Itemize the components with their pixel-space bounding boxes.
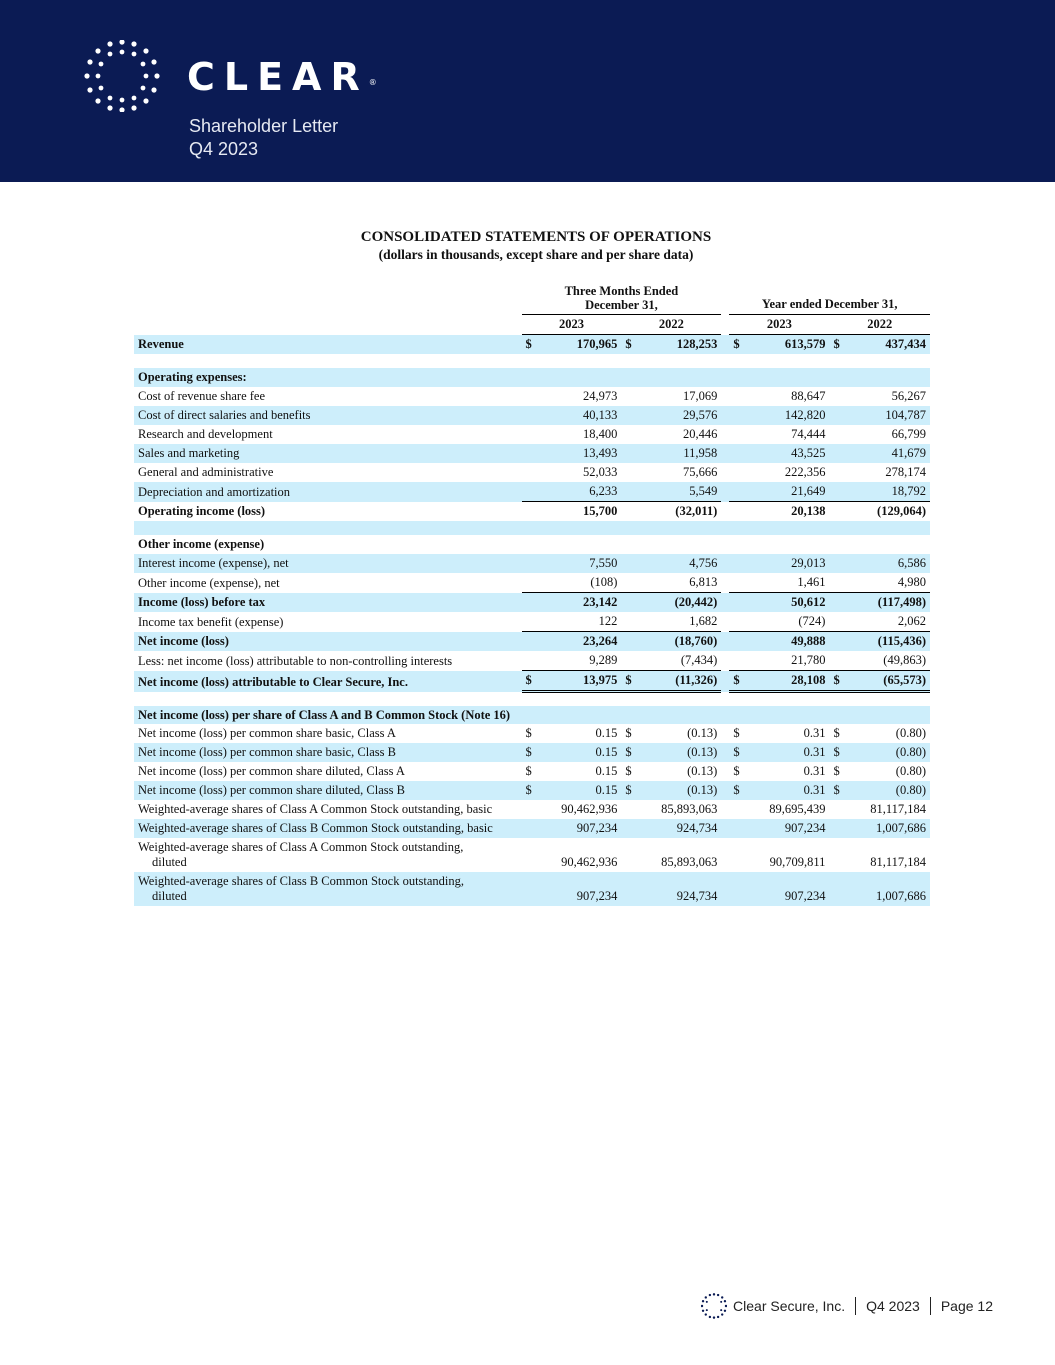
cell-value: (0.80): [895, 763, 926, 778]
cell-value: (0.13): [687, 725, 718, 740]
row-label: Revenue: [134, 335, 522, 355]
row-label-line1: Weighted-average shares of Class A Common Stock outstanding,: [138, 839, 464, 854]
cell-value: (724): [798, 614, 826, 628]
report-subtitle: [189, 115, 338, 161]
cell-value: 13,975: [537, 671, 621, 692]
currency-symbol: $: [625, 725, 632, 740]
row-label-line2: diluted: [152, 888, 187, 903]
currency-symbol: $: [525, 763, 532, 778]
cell-value: (11,326): [637, 671, 721, 692]
currency-symbol: $: [833, 763, 840, 778]
currency-symbol: $: [625, 763, 632, 778]
cell-value: 21,780: [791, 653, 826, 667]
currency-symbol: $: [733, 763, 740, 778]
cell-value: (0.80): [845, 781, 930, 800]
row-label: Other income (expense), net: [138, 575, 280, 590]
cell-value: 6,813: [689, 575, 718, 589]
cell-value: (0.80): [845, 743, 930, 762]
cell-value: 0.31: [745, 781, 829, 800]
cell-value: 81,117,184: [870, 801, 926, 816]
cell-value: (0.13): [637, 743, 721, 762]
table-row: [134, 800, 930, 819]
row-label: Cost of revenue share fee: [138, 389, 266, 403]
cell-value: 0.31: [803, 763, 826, 778]
row-label: Weighted-average shares of Class B Common Stock outstanding, basic: [134, 819, 522, 838]
table-row: [134, 743, 930, 762]
cell-value: 437,434: [845, 335, 930, 355]
currency-symbol: $: [522, 743, 538, 762]
cell-value: 907,234: [522, 872, 622, 906]
currency-symbol: $: [829, 671, 845, 692]
cell-value: 85,893,063: [661, 801, 718, 816]
row-label: Cost of direct salaries and benefits: [134, 406, 522, 425]
cell-value: 907,234: [729, 819, 829, 838]
row-label: Net income (loss) per share of Class A and B Common Stock (Note 16): [134, 706, 522, 724]
cell-value: 74,444: [791, 427, 826, 441]
currency-symbol: $: [729, 335, 745, 355]
cell-value: (18,760): [637, 632, 721, 652]
table-row: [134, 651, 930, 671]
currency-symbol: $: [829, 781, 845, 800]
cell-value: (108): [590, 575, 618, 589]
table-row: [134, 872, 930, 906]
cell-value: 0.15: [595, 763, 618, 778]
cell-value: (32,011): [637, 502, 721, 522]
table-row: [134, 425, 930, 444]
spacer-row: [134, 692, 930, 706]
cell-value: 40,133: [537, 406, 621, 425]
cell-value: 24,973: [583, 389, 618, 403]
table-row: [134, 612, 930, 632]
cell-value: 0.15: [595, 725, 618, 740]
cell-value: 924,734: [621, 872, 721, 906]
footer-divider: [855, 1297, 856, 1315]
year-header: 2022: [829, 315, 930, 335]
cell-value: 1,007,686: [829, 819, 930, 838]
cell-value: 2,062: [897, 614, 926, 628]
currency-symbol: $: [829, 743, 845, 762]
currency-symbol: $: [621, 671, 637, 692]
cell-value: 17,069: [682, 389, 718, 403]
page-header-banner: [0, 0, 1055, 182]
currency-symbol: $: [621, 335, 637, 355]
currency-symbol: $: [729, 671, 745, 692]
cell-value: 49,888: [745, 632, 829, 652]
operations-table: [134, 284, 930, 906]
cell-value: 11,958: [637, 444, 721, 463]
period-header-row: [134, 284, 930, 315]
currency-symbol: $: [729, 781, 745, 800]
table-row: [134, 781, 930, 800]
cell-value: 907,234: [522, 819, 622, 838]
cell-value: (115,436): [845, 632, 930, 652]
cell-value: 41,679: [845, 444, 930, 463]
cell-value: 90,462,936: [561, 854, 618, 869]
footer-page-number: Page 12: [940, 1298, 993, 1314]
row-label: Income (loss) before tax: [134, 593, 522, 613]
table-row: [134, 387, 930, 406]
row-label: Income tax benefit (expense): [138, 614, 284, 629]
cell-value: 90,462,936: [561, 801, 618, 816]
row-label: Research and development: [138, 427, 273, 441]
table-row: [134, 406, 930, 425]
cell-value: 15,700: [537, 502, 621, 522]
three-months-header-line2: December 31,: [585, 298, 658, 312]
statement-title: CONSOLIDATED STATEMENTS OF OPERATIONS: [360, 229, 712, 245]
year-header-row: [134, 315, 930, 335]
section-header-operating-expenses: [134, 368, 930, 387]
statement-title-block: [0, 228, 1055, 264]
cell-value: 222,356: [784, 465, 826, 479]
footer-quarter: Q4 2023: [866, 1298, 920, 1314]
footer-company: Clear Secure, Inc.: [733, 1298, 846, 1314]
cell-value: 5,549: [637, 482, 721, 502]
row-label: Net income (loss): [134, 632, 522, 652]
currency-symbol: $: [833, 725, 840, 740]
row-label: General and administrative: [138, 465, 274, 479]
report-period: Q4 2023: [189, 139, 259, 159]
table-row: [134, 554, 930, 573]
table-row-operating-income: [134, 502, 930, 522]
cell-value: 170,965: [537, 335, 621, 355]
cell-value: 6,586: [845, 554, 930, 573]
cell-value: 122: [598, 614, 618, 628]
cell-value: 56,267: [891, 389, 926, 403]
row-label: Operating income (loss): [138, 504, 266, 518]
cell-value: 75,666: [682, 465, 718, 479]
row-label: Less: net income (loss) attributable to non-controlling interests: [138, 653, 453, 668]
table-row: [134, 444, 930, 463]
page-footer: [701, 1293, 993, 1319]
row-label: Operating expenses:: [134, 368, 930, 387]
table-row: [134, 819, 930, 838]
currency-symbol: $: [729, 743, 745, 762]
currency-symbol: $: [522, 781, 538, 800]
row-label: Depreciation and amortization: [134, 482, 522, 502]
row-label: Interest income (expense), net: [134, 554, 522, 573]
table-row: [134, 838, 930, 872]
cell-value: 0.31: [745, 743, 829, 762]
cell-value: 613,579: [745, 335, 829, 355]
cell-value: 128,253: [637, 335, 721, 355]
three-months-header-line1: Three Months Ended: [564, 284, 679, 298]
row-label: Net income (loss) attributable to Clear Secure, Inc.: [134, 671, 522, 692]
cell-value: 81,117,184: [870, 854, 926, 869]
footer-divider: [930, 1297, 931, 1315]
currency-symbol: $: [733, 725, 740, 740]
cell-value: 28,108: [745, 671, 829, 692]
cell-value: (20,442): [637, 593, 721, 613]
cell-value: 0.31: [803, 725, 826, 740]
currency-symbol: $: [829, 335, 845, 355]
cell-value: 9,289: [589, 653, 618, 667]
cell-value: 907,234: [729, 872, 829, 906]
cell-value: 0.15: [537, 743, 621, 762]
cell-value: (117,498): [845, 593, 930, 613]
row-label: Other income (expense): [138, 537, 265, 551]
row-label: Net income (loss) per common share basic, Class B: [134, 743, 522, 762]
cell-value: (7,434): [680, 653, 718, 667]
cell-value: (0.80): [895, 725, 926, 740]
cell-value: 29,576: [637, 406, 721, 425]
cell-value: 13,493: [537, 444, 621, 463]
cell-value: 85,893,063: [661, 854, 718, 869]
cell-value: 66,799: [891, 427, 926, 441]
report-name: Shareholder Letter: [189, 116, 339, 136]
clear-logo-icon: [84, 40, 160, 112]
cell-value: 18,792: [845, 482, 930, 502]
row-label: Net income (loss) per common share diluted, Class A: [138, 763, 405, 778]
table-row: [134, 762, 930, 781]
row-label: Net income (loss) per common share basic, Class A: [138, 725, 396, 740]
year-header: 2022: [621, 315, 721, 335]
cell-value: 23,142: [537, 593, 621, 613]
year-header: 2023: [522, 315, 622, 335]
table-row-income-before-tax: [134, 593, 930, 613]
cell-value: 29,013: [745, 554, 829, 573]
spacer-row: [134, 521, 930, 535]
cell-value: 278,174: [885, 465, 926, 479]
table-row-revenue: [134, 335, 930, 355]
cell-value: (129,064): [845, 502, 930, 522]
cell-value: (0.13): [687, 763, 718, 778]
cell-value: 1,682: [689, 614, 718, 628]
cell-value: 1,461: [797, 575, 826, 589]
table-row-net-income: [134, 632, 930, 652]
table-row: [134, 724, 930, 743]
cell-value: 52,033: [583, 465, 618, 479]
cell-value: 924,734: [621, 819, 721, 838]
cell-value: 20,138: [745, 502, 829, 522]
spacer-row: [134, 354, 930, 368]
cell-value: 20,446: [682, 427, 718, 441]
table-row: [134, 463, 930, 482]
currency-symbol: $: [621, 781, 637, 800]
cell-value: 142,820: [745, 406, 829, 425]
row-label: [134, 838, 522, 872]
cell-value: 90,709,811: [769, 854, 826, 869]
cell-value: 0.15: [537, 781, 621, 800]
row-label: Net income (loss) per common share diluted, Class B: [134, 781, 522, 800]
cell-value: (0.13): [637, 781, 721, 800]
cell-value: 104,787: [845, 406, 930, 425]
row-label: Sales and marketing: [134, 444, 522, 463]
table-row: [134, 573, 930, 593]
row-label: Weighted-average shares of Class A Common Stock outstanding, basic: [138, 801, 493, 816]
cell-value: (49,863): [883, 653, 926, 667]
cell-value: 21,649: [745, 482, 829, 502]
section-header-other-income: [134, 535, 930, 554]
statement-subtitle: (dollars in thousands, except share and per share data): [378, 247, 694, 262]
table-row: [134, 482, 930, 502]
year-header: 2023: [729, 315, 829, 335]
clear-logo-small-icon: [701, 1293, 727, 1319]
cell-value: 43,525: [745, 444, 829, 463]
currency-symbol: $: [525, 725, 532, 740]
cell-value: (65,573): [845, 671, 930, 692]
row-label-line2: diluted: [152, 854, 187, 869]
row-label-line1: Weighted-average shares of Class B Common Stock outstanding,: [138, 873, 465, 888]
year-ended-header: Year ended December 31,: [729, 284, 930, 315]
section-header-per-share: [134, 706, 930, 724]
cell-value: 7,550: [537, 554, 621, 573]
brand-wordmark: CLEAR®: [187, 55, 377, 99]
currency-symbol: $: [522, 671, 538, 692]
cell-value: 89,695,439: [769, 801, 826, 816]
cell-value: 4,980: [897, 575, 926, 589]
cell-value: 50,612: [745, 593, 829, 613]
table-row-net-income-clear-secure: [134, 671, 930, 692]
cell-value: 23,264: [537, 632, 621, 652]
row-label: [134, 872, 522, 906]
cell-value: 88,647: [791, 389, 826, 403]
currency-symbol: $: [522, 335, 538, 355]
cell-value: 6,233: [537, 482, 621, 502]
cell-value: 1,007,686: [829, 872, 930, 906]
currency-symbol: $: [621, 743, 637, 762]
cell-value: 18,400: [583, 427, 618, 441]
cell-value: 4,756: [637, 554, 721, 573]
